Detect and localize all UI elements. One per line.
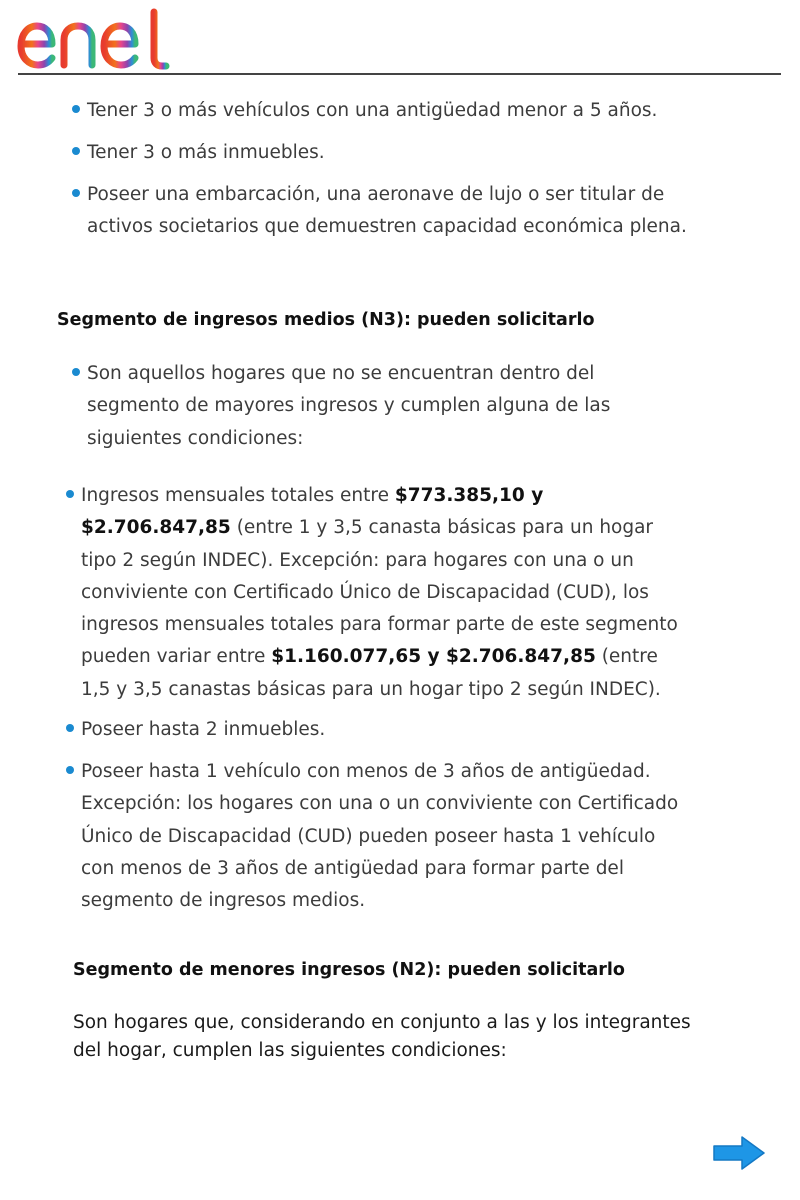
list-item-text: Son aquellos hogares que no se encuentran dentro del segmento de mayores ingresos y cumplen alguna de las siguientes condiciones: (87, 363, 611, 449)
arrow-right-icon (712, 1134, 766, 1172)
bullet-dot (66, 766, 74, 774)
list-item-text: Poseer hasta 2 inmuebles. (81, 719, 326, 740)
next-page-button[interactable] (712, 1134, 766, 1172)
list-item-text: Ingresos mensuales totales entre $773.385,10 y $2.706.847,85 (entre 1 y 3,5 canasta básicas para un hogar tipo 2 según INDEC). Excepción: para hogares con una o un conviviente con Certificado Único de Discapacidad (CUD), los ingresos mensuales totales para formar parte de este segmento pueden variar entre $1.160.077,65 y $2.706.847,85 (entre 1,5 y 3,5 canastas básicas para un hogar tipo 2 según INDEC). (81, 485, 678, 700)
list-item-text: Poseer una embarcación, una aeronave de lujo o ser titular de activos societarios que demuestren capacidad económica plena. (87, 184, 687, 238)
list-item (81, 480, 691, 706)
list-item-text: Tener 3 o más inmuebles. (87, 142, 325, 163)
list-item (87, 137, 707, 169)
section-heading-n2: Segmento de menores ingresos (N2): pueden solicitarlo (73, 960, 625, 980)
list-item (87, 358, 647, 455)
list-item (87, 179, 687, 244)
section-paragraph-n2: Son hogares que, considerando en conjunto a las y los integrantes del hogar, cumplen las siguientes condiciones: (73, 1012, 691, 1061)
enel-logo[interactable] (16, 6, 180, 70)
bullet-dot (72, 189, 80, 197)
list-item-text: Tener 3 o más vehículos con una antigüedad menor a 5 años. (87, 100, 658, 121)
bullet-dot (66, 724, 74, 732)
bullet-dot (72, 147, 80, 155)
list-item-text: Poseer hasta 1 vehículo con menos de 3 años de antigüedad. Excepción: los hogares con una o un conviviente con Certificado Único de Discapacidad (CUD) pueden poseer hasta 1 vehículo con menos de 3 años de antigüedad para formar parte del segmento de ingresos medios. (81, 761, 679, 912)
header (0, 0, 800, 76)
bullet-dot (66, 490, 74, 498)
header-divider (18, 73, 781, 75)
bullet-dot (72, 105, 80, 113)
list-item (87, 95, 707, 127)
list-item (81, 714, 691, 746)
bullet-dot (72, 368, 80, 376)
list-item (81, 756, 691, 917)
section-heading-n3: Segmento de ingresos medios (N3): pueden solicitarlo (57, 310, 595, 330)
